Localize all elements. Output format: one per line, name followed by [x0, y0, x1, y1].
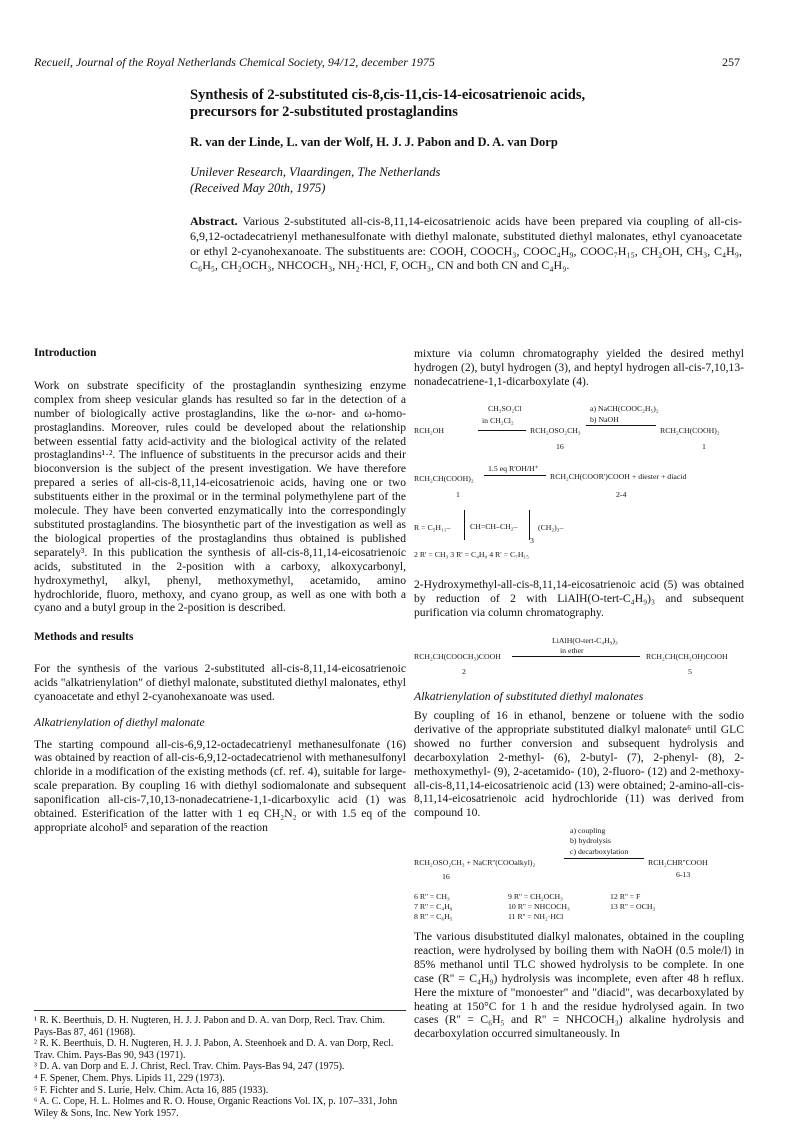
running-header — [34, 55, 740, 70]
abstract — [190, 214, 742, 273]
substituent-10: 10 R'' = NHCOCH₃ — [508, 902, 570, 911]
introduction-section — [34, 347, 406, 615]
product-hydroxymethyl: RCH₂CH(CH₂OH)COOH — [646, 652, 728, 661]
compound-number-2-4: 2-4 — [616, 490, 627, 499]
solvent-ether: in ether — [560, 646, 584, 655]
compound-number-5: 5 — [688, 667, 692, 676]
right-paragraph-3: By coupling of 16 in ethanol, benzene or toluene with the sodio derivative of the appropriate substituted dialkyl malonate⁶ until GLC showed no further conversion and subsequent hydrolysis and decarboxylation 2-methyl- (6), 2-butyl- (7), 2-phenyl- (8), 2-methoxymethyl- (9), 2-acetamido- (10), 2-fluoro- (12) and 2-methoxy-all-cis-8,11,14-eicosatrienoic acid (13) were obtained; 2-amino-all-cis-8,11,14-eicosatrienoic acid hydrochloride (11) was derived from compound 10. — [414, 709, 744, 820]
step-coupling: a) coupling — [570, 826, 606, 835]
r-definition-suffix: (CH₂)₃– — [538, 523, 564, 532]
compound-number-6-13: 6-13 — [676, 870, 691, 879]
compound-number-2: 2 — [462, 667, 466, 676]
abstract-label: Abstract. — [190, 214, 238, 228]
footnote-2: ² R. K. Beerthuis, D. H. Nugteren, H. J. J. Pabon, A. Steenhoek and D. A. van Dorp, Recl. Trav. Chim. Pays-Bas 90, 943 (1971). — [34, 1038, 394, 1061]
reaction-scheme-1 — [414, 400, 744, 560]
substituent-12: 12 R'' = F — [610, 892, 641, 901]
footnotes — [34, 1015, 406, 1119]
substituent-9: 9 R'' = CH₂OCH₃ — [508, 892, 563, 901]
r-prime-definitions: 2 R' = CH₃ 3 R' = C₄H₉ 4 R' = C₇H₁₅ — [414, 550, 529, 559]
product-diacid: RCH₂CH(COOH)₂ — [660, 426, 720, 435]
product-mesylate: RCH₂OSO₂CH₃ — [530, 426, 581, 435]
repeat-unit-bracket — [464, 510, 530, 540]
right-paragraph-2: 2-Hydroxymethyl-all-cis-8,11,14-eicosatrienoic acid (5) was obtained by reduction of 2 with LiAlH(O-tert-C₄H₉)₃ and subsequent purification via column chromatography. — [414, 578, 744, 619]
methods-heading: Methods and results — [34, 631, 134, 643]
substituent-6: 6 R'' = CH₃ — [414, 892, 450, 901]
footnote-4: ⁴ F. Spener, Chem. Phys. Lipids 11, 229 (1973). — [34, 1072, 225, 1084]
reaction-scheme-2 — [414, 630, 744, 678]
product-substituted-acid: RCH₂CHR''COOH — [648, 858, 708, 867]
reactant-alcohol: RCH₂OH — [414, 426, 445, 435]
right-paragraph-1: mixture via column chromatography yielded the desired methyl hydrogen (2), butyl hydrogen (3), and heptyl hydrogen all-cis-7,10,13-nonadecatriene-1,1-dicarboxylate (4). — [414, 347, 744, 388]
compound-number-1: 1 — [702, 442, 706, 451]
compound-number-16b: 16 — [442, 872, 450, 881]
title-line-2: precursors for 2-substituted prostaglandins — [190, 104, 458, 120]
repeat-count: 3 — [530, 536, 534, 545]
reagent-lialh: LiAlH(O-tert-C₄H₉)₃ — [552, 636, 618, 645]
page-number: 257 — [722, 55, 740, 69]
substituent-8: 8 R'' = C₆H₅ — [414, 912, 453, 921]
received-date: (Received May 20th, 1975) — [190, 181, 326, 195]
author-list: R. van der Linde, L. van der Wolf, H. J. J. Pabon and D. A. van Dorp — [190, 135, 558, 149]
reaction-arrow — [564, 858, 644, 859]
substituent-13: 13 R'' = OCH₃ — [610, 902, 656, 911]
right-paragraph-4: The various disubstituted dialkyl malonates, obtained in the coupling reaction, were hydrolysed by boiling them with NaOH (0.5 mole/l) in 85% methanol until TLC showed hydrolysis to be complete. In one case (R'' = C₄H₉) hydrolysis was incomplete, even after 48 h reflux. Here the mixture of "monoester" and "diacid", was decarboxylated by heating at 150°C for 1 h and the residue hydrolysed again. In two cases (R'' = C₆H₅ and R'' = NHCOCH₃) alkaline hydrolysis and decarboxylation occurred simultaneously. In — [414, 930, 744, 1041]
reaction-scheme-3 — [414, 826, 744, 921]
reagent-malonate: a) NaCH(COOC₂H₅)₂ — [590, 404, 659, 413]
reactant-diacid: RCH₂CH(COOH)₂ — [414, 474, 474, 483]
substituent-7: 7 R'' = C₄H₉ — [414, 902, 453, 911]
reactants-coupling: RCH₂OSO₂CH₃ + NaCR''(COOalkyl)₂ — [414, 858, 536, 867]
reactant-monoester: RCH₂CH(COOCH₃)COOH — [414, 652, 501, 661]
footnote-6: ⁶ A. C. Cope, H. L. Holmes and R. O. House, Organic Reactions Vol. IX, p. 107–331, John Wiley & Sons, Inc. New York 1957. — [34, 1096, 398, 1119]
journal-line: Recueil, Journal of the Royal Netherlands Chemical Society, 94/12, december 1975 — [34, 55, 435, 69]
reagent-alcohol-acid: 1.5 eq R'OH/H⁺ — [488, 464, 539, 473]
footnote-1: ¹ R. K. Beerthuis, D. H. Nugteren, H. J. J. Pabon and D. A. van Dorp, Recl. Trav. Chim. Pays-Bas 87, 461 (1968). — [34, 1015, 385, 1038]
reagent-mesyl-chloride: CH₃SO₂Cl — [488, 404, 522, 413]
methods-text-2: The starting compound all-cis-6,9,12-octadecatrienyl methanesulfonate (16) was obtained by reaction of all-cis-6,9,12-octadecatrienol with methanesulfonyl chloride in a modification of the existing methods (cf. ref. 4), suitable for large-scale preparation. By coupling 16 with diethyl sodiomalonate and subsequent saponification all-cis-7,10,13-nonadecatriene-1,1-dicarboxylic acid (1) was obtained. Esterification of the latter with 1 eq CH₂N₂ or with 1.5 eq of the appropriate alcohol⁵ and separation of the reaction — [34, 737, 406, 834]
subheading-alkatrienylation-substituted: Alkatrienylation of substituted diethyl malonates — [414, 689, 644, 703]
methods-section — [34, 631, 406, 835]
introduction-text: Work on substrate specificity of the prostaglandin synthesizing enzyme complex from sheep vesicular glands has resulted so far in the detection of a number of biologically active prostaglandins, like the ω-nor- and ω-homo-prostaglandins. Moreover, rules could be developed about the relationship between essential fatty acid-activity and the biological activity of the related prostaglandins¹·². The influence of substituents in the precursor acids and their bioconversion is the subject of the present investigation. We have therefore prepared a series of all-cis-8,11,14-eicosatrienoic acids, having one or two substituents either in the proximal or in the terminal polymethylene part of the molecule. They have been converted enzymatically into the correspondingly substituted prostaglandins. The biosynthetic part of the investigation as well as the biological properties of the prostaglandins thus obtained is published separately³. In this publication the synthesis of all-cis-8,11,14-eicosatrienoic acids, substituted in the 2-position with a carboxy, alkoxycarbonyl, hydroxymethyl, alkyl, phenyl, methoxymethyl, acetamido, amino hydrochloride, fluoro, methoxy, and cyano group, as well as one with both a cyano and a butyl group in the 2-position is described. — [34, 378, 406, 615]
methods-text: For the synthesis of the various 2-substituted all-cis-8,11,14-eicosatrienoic acids "alkatrienylation" of diethyl malonate, substituted diethyl malonates, ethyl cyanoacetate and ethyl 2-cyanohexanoate was used. — [34, 661, 407, 703]
reaction-arrow — [512, 656, 640, 657]
introduction-heading: Introduction — [34, 347, 97, 359]
affiliation-line: Unilever Research, Vlaardingen, The Netherlands — [190, 165, 441, 179]
affiliation — [190, 164, 440, 196]
repeat-unit: CH=CH–CH₂– — [470, 522, 518, 531]
reaction-arrow — [586, 425, 656, 426]
reaction-arrow — [484, 475, 546, 476]
r-definition-prefix: R = C₅H₁₁– — [414, 523, 451, 532]
subheading-alkatrienylation-malonate: Alkatrienylation of diethyl malonate — [34, 714, 205, 729]
footnote-divider — [34, 1010, 406, 1011]
paper-title — [190, 87, 750, 121]
footnote-5: ⁵ F. Fichter and S. Lurie, Helv. Chim. Acta 16, 885 (1933). — [34, 1084, 269, 1096]
substituent-11: 11 R'' = NH₂·HCl — [508, 912, 564, 921]
reaction-arrow — [478, 430, 526, 431]
abstract-text: Various 2-substituted all-cis-8,11,14-eicosatrienoic acids have been prepared via coupling of all-cis-6,9,12-octadecatrienyl methanesulfonate with diethyl malonate, substituted diethyl malonates, ethyl cyanoacetate or ethyl 2-cyanohexanoate. The substituents are: COOH, COOCH₃, COOC₄H₉, COOC₇H₁₅, CH₂OH, CH₃, C₄H₉, C₆H₅, CH₂OCH₃, NHCOCH₃, NH₂·HCl, F, OCH₃, CN and both CN and C₄H₉. — [190, 214, 742, 273]
solvent-label: in CH₂Cl₂ — [482, 416, 514, 425]
compound-number-1b: 1 — [456, 490, 460, 499]
footnote-3: ³ D. A. van Dorp and E. J. Christ, Recl. Trav. Chim. Pays-Bas 94, 247 (1975). — [34, 1061, 345, 1073]
reagent-naoh: b) NaOH — [590, 415, 619, 424]
product-monoester: RCH₂CH(COOR')COOH + diester + diacid — [550, 472, 687, 481]
step-decarboxylation: c) decarboxylation — [570, 847, 629, 856]
compound-number-16: 16 — [556, 442, 564, 451]
title-line-1: Synthesis of 2-substituted cis-8,cis-11,cis-14-eicosatrienoic acids, — [190, 87, 586, 103]
step-hydrolysis: b) hydrolysis — [570, 836, 611, 845]
